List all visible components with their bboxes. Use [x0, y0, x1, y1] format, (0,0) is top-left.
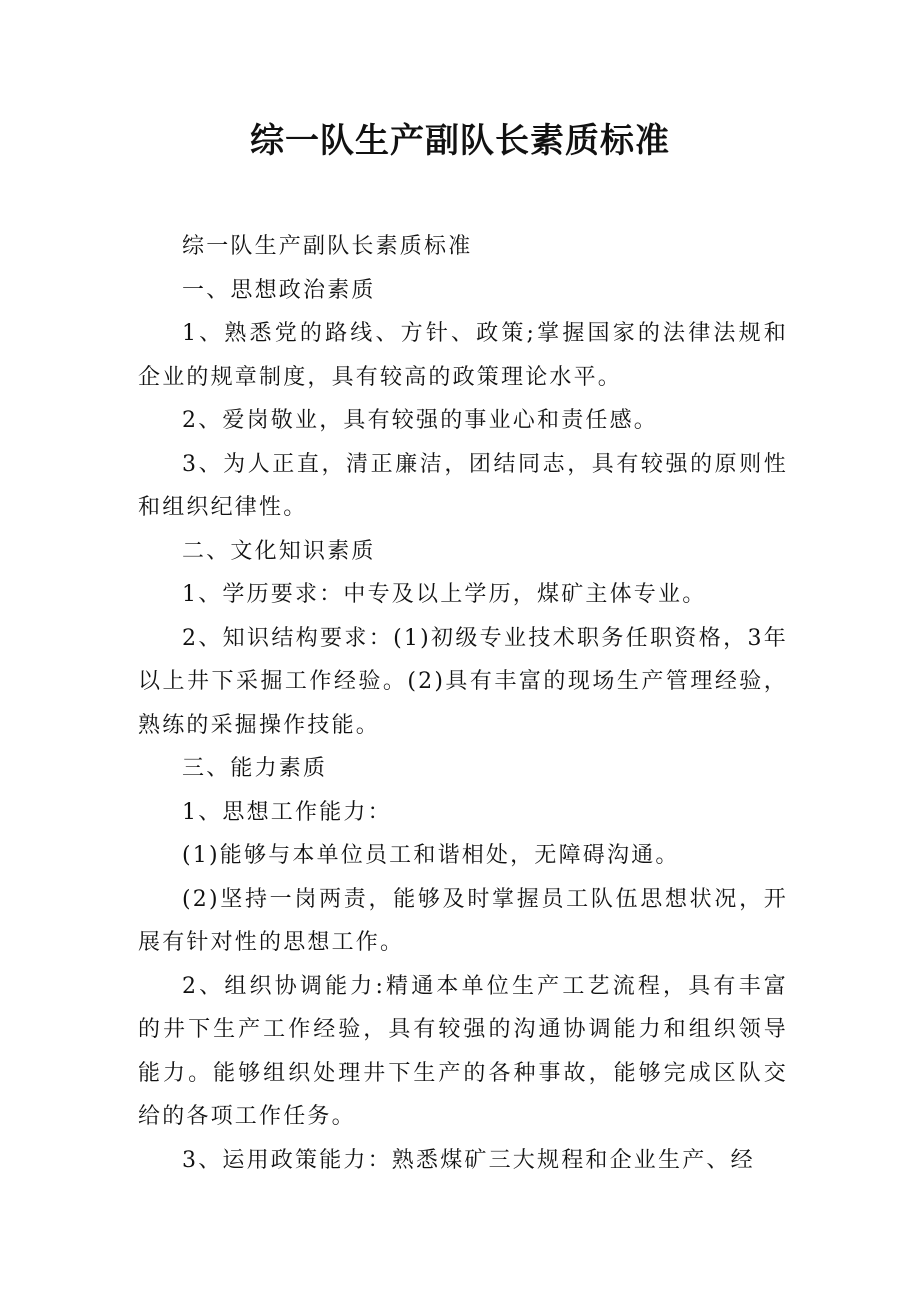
document-body — [138, 225, 788, 1182]
paragraph-item: (1)能够与本单位员工和谐相处，无障碍沟通。 — [182, 843, 680, 868]
paragraph-item: 3、为人正直，清正廉洁，团结同志，具有较强的原则性和组织纪律性。 — [138, 451, 788, 520]
body-subtitle: 综一队生产副队长素质标准 — [182, 234, 473, 259]
paragraph-item: (2)坚持一岗两责，能够及时掌握员工队伍思想状况，开展有针对性的思想工作。 — [138, 886, 788, 955]
section-heading-knowledge: 二、文化知识素质 — [182, 538, 376, 564]
document-title: 综一队生产副队长素质标准 — [250, 121, 670, 161]
paragraph-item: 2、爱岗敬业，具有较强的事业心和责任感。 — [182, 408, 658, 433]
paragraph-item: 2、组织协调能力:精通本单位生产工艺流程，具有丰富的井下生产工作经验，具有较强的沟通协调能力和组织领导能力。能够组织处理井下生产的各种事故，能够完成区队交给的各项工作任务。 — [138, 973, 788, 1129]
section-heading-ability: 三、能力素质 — [182, 756, 328, 781]
paragraph-item: 1、思想工作能力： — [182, 799, 392, 825]
paragraph-item: 3、运用政策能力：熟悉煤矿三大规程和企业生产、经 — [182, 1147, 755, 1173]
paragraph-item: 2、知识结构要求：(1)初级专业技术职务任职资格，3年以上井下采掘工作经验。(2)具有丰富的现场生产管理经验，熟练的采掘操作技能。 — [138, 625, 788, 738]
section-heading-political: 一、思想政治素质 — [182, 277, 376, 303]
paragraph-item: 1、学历要求：中专及以上学历，煤矿主体专业。 — [182, 582, 707, 607]
paragraph-item: 1、熟悉党的路线、方针、政策;掌握国家的法律法规和企业的规章制度，具有较高的政策理论水平。 — [138, 321, 788, 390]
